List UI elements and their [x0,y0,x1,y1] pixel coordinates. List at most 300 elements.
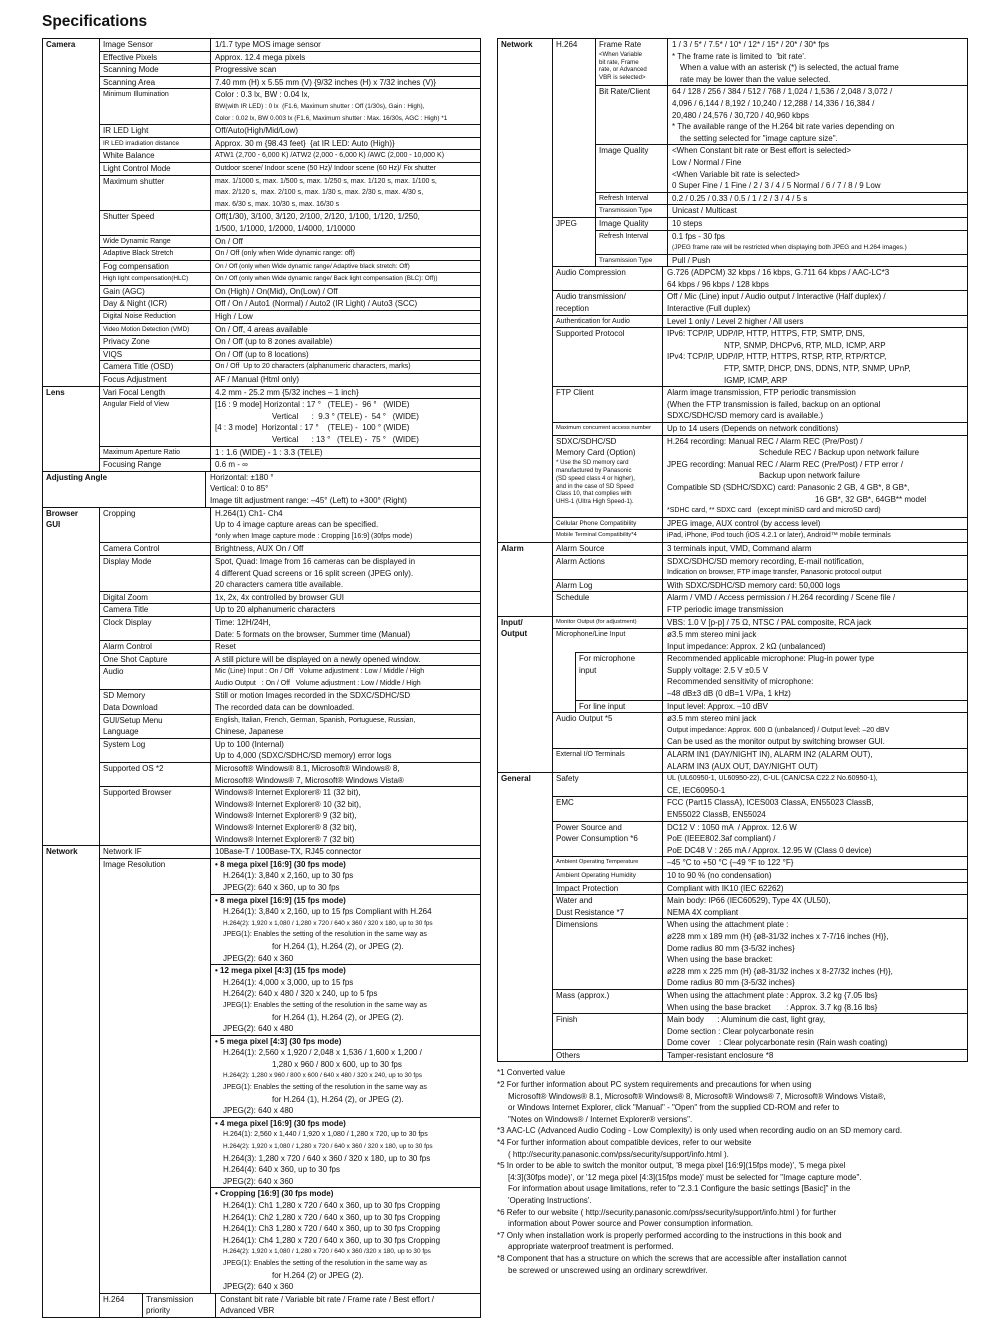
value-line: On / Off (only when Wide dynamic range/ Back light compensation (BLC): Off)) [215,275,438,283]
value-line: for H.264 (2) or JPEG (2). [272,1270,364,1280]
value-line: DC12 V : 1050 mA / Approx. 12.6 W [667,822,797,832]
value-line: Off/Auto(High/Mid/Low) [215,126,298,136]
value-line: 1 : 1.6 (WIDE) - 1 : 3.3 (TELE) [215,447,323,457]
spec-row [553,266,967,290]
value-line: • 12 mega pixel [4:3] (15 fps mode) [211,964,480,977]
row-label-cell [553,592,663,615]
value-line: FCC (Part15 ClassA), ICES003 ClassA, EN55023 ClassB, [667,798,874,808]
value-line: PoE DC48 V : 265 mA / Approx. 12.95 W (Class 0 device) [667,845,872,855]
row-label: Transmission [146,1294,194,1304]
row-label: Privacy Zone [103,337,150,347]
row-label: Frame Rate [599,40,642,49]
spec-row [596,192,967,205]
row-label-cell [596,218,668,230]
spec-row [553,422,967,435]
row-label: External I/O Terminals [556,751,625,759]
value-line: JPEG(2): 640 x 360 [223,953,294,963]
value-line: Vertical: 0 to 85° [210,484,269,494]
value-line: Off / On / Auto1 (Normal) / Auto2 (IR Light) / Auto3 (SCC) [215,299,418,309]
row-value [211,556,480,591]
value-line: 0.6 m - ∞ [215,460,248,470]
value-line: Windows® Internet Explorer® 7 (32 bit) [215,834,355,844]
group-rows [596,218,967,266]
row-label: Camera Control [103,544,160,554]
row-value [211,311,480,323]
row-value [211,604,480,616]
row-value [211,387,480,399]
row-value [211,163,480,175]
value-line: 1x, 2x, 4x controlled by browser GUI [215,592,344,602]
footnote-line: For information about usage limitations, refer to "2.3.1 Configure the basic settings [Basic]" in the [508,1184,851,1194]
row-label-cell [553,857,663,869]
row-label: Safety [556,774,579,784]
row-value [663,713,967,748]
footnote-line: 'Operating Instructions'. [508,1196,592,1205]
row-label: Image Sensor [103,40,153,49]
row-note: manufactured by Panasonic [556,466,632,474]
value-line: • 8 mega pixel [16:9] (15 fps mode) [211,894,480,907]
spec-row [553,1013,967,1049]
spec-row [100,175,480,211]
value-line: Windows® Internet Explorer® 10 (32 bit), [215,799,362,809]
row-label: Ambient Operating Temperature [556,859,639,866]
row-label-cell [100,39,211,51]
row-value [211,846,480,858]
row-label: Audio Output *5 [556,714,613,724]
value-line: *only when Image capture mode : Cropping [16:9] (30fps mode) [215,532,413,540]
value-line: H.264(1) Ch1- Ch4 [215,508,283,518]
row-label-cell [100,447,211,459]
value-line: IPv6: TCP/IP, UDP/IP, HTTP, HTTPS, FTP, SMTP, DNS, [667,329,865,339]
row-label-cell [100,787,211,845]
footnote-line: Microsoft® Windows® 8.1, Microsoft® Windows® 8, Microsoft® Windows® 7, Microsoft® Windows Vista®, [508,1091,886,1101]
row-label-cell [100,77,211,89]
value-line: Microsoft® Windows® 8.1, Microsoft® Windows® 8, [215,764,400,774]
row-label: Scanning Area [103,77,156,87]
row-value [211,336,480,348]
row-label-cell [596,205,668,217]
value-line: Windows® Internet Explorer® 8 (32 bit), [215,823,357,832]
section-label-line: GUI [46,520,61,530]
row-label-cell [100,176,211,211]
value-line: 7.40 mm (H) x 5.55 mm (V) {9/32 inches (H) x 7/32 inches (V)} [215,77,436,87]
spec-row [100,124,480,137]
row-label-cell [553,713,663,748]
value-line: Recommended applicable microphone: Plug-in power type [667,654,875,664]
value-line: Input impedance: Approx. 2 kΩ (unbalanced) [667,641,826,651]
footnote-line: information about Power source and Power consumption information. [508,1219,754,1229]
row-note: Class 10, that complies with [556,490,632,498]
row-label: Cellular Phone Compatibility [556,519,637,527]
value-line: H.264(2): 640 x 480 / 320 x 240, up to 5 fps [223,989,378,999]
value-line: Dome radius 80 mm {3-5/32 inches} [667,978,795,988]
spec-row [100,1293,480,1317]
row-value [668,255,967,267]
row-label-cell [100,690,211,713]
value-line: • 5 mega pixel [4:3] (30 fps mode) [211,1035,480,1048]
row-label: H.264 [103,1294,125,1304]
row-sublabel-left [100,1294,143,1317]
value-line: max. 1/1000 s, max. 1/500 s, max. 1/250 s, max. 1/120 s, max. 1/100 s, [215,177,437,185]
section-label-line: Adjusting Angle [46,472,108,482]
row-label: Maximum concurrent access number [556,425,652,431]
group-label [553,218,596,266]
row-label-cell [100,311,211,323]
row-label-cell [100,543,211,555]
value-line: Compliant with IK10 (IEC 62262) [667,883,784,893]
value-line: * The available range of the H.264 bit rate varies depending on [672,122,895,132]
value-line: FTP periodic image transmission [667,604,784,614]
section-rows [100,39,480,386]
value-line: max. 2/120 s, max. 2/100 s, max. 1/30 s, max. 2/30 s, max. 4/30 s, [215,189,424,197]
value-line: On (High) / On(Mid), On(Low) / Off [215,286,338,296]
row-value [211,690,480,713]
value-line: 0.2 / 0.25 / 0.33 / 0.5 / 1 / 2 / 3 / 4 / 5 s [672,193,808,203]
value-line: 1 / 3 / 5* / 7.5* / 10* / 12* / 15* / 20* / 30* fps [672,40,829,49]
footnote-line: *7 Only when installation work is properly performed according to the instructions in this book and [497,1230,842,1240]
value-line: ø3.5 mm stereo mini jack [667,714,757,724]
row-label: Image Quality [599,218,649,228]
value-line: Backup upon network failure [759,471,860,481]
value-line: Progressive scan [215,65,277,75]
row-label-cell [100,654,211,666]
row-value [663,883,967,895]
value-line: 4,096 / 6,144 / 8,192 / 10,240 / 12,288 / 14,336 / 16,384 / [672,98,875,108]
row-label: Camera Title [103,605,149,615]
spec-row [553,327,967,386]
value-line: H.264(3): 1,280 x 720 / 640 x 360 / 320 x 180, up to 30 fps [223,1153,431,1163]
row-value [663,1014,967,1049]
right-column [497,38,977,1276]
row-label: Supported OS *2 [103,764,164,774]
indent-spacer [553,652,575,699]
row-value [211,617,480,640]
row-value [211,787,480,845]
spec-row [553,856,967,869]
row-value [663,919,967,989]
value-line: SDXC/SDHC/SD memory card is available.) [667,411,824,421]
row-note: * Use the SD memory card [556,458,629,466]
value-line: Supply voltage: 2.5 V ±0.5 V [667,665,768,675]
spec-row [100,137,480,150]
section-label [498,773,553,1061]
row-value [663,749,967,772]
row-label-cell [553,267,663,290]
value-line: 10Base-T / 100Base-TX, RJ45 connector [215,847,362,857]
value-line: JPEG(2): 640 x 480 [223,1106,294,1116]
row-label: Supported Protocol [556,329,625,339]
value-line: Approx. 12.4 mega pixels [215,52,306,62]
spec-table-right [497,38,968,1062]
value-line: 64 / 128 / 256 / 384 / 512 / 768 / 1,024 / 1,536 / 2,048 / 3,072 / [672,87,893,97]
spec-row [100,738,480,762]
row-label-cell [553,518,663,530]
spec-row [100,247,480,260]
row-value [206,472,480,507]
row-label: Wide Dynamic Range [103,237,171,245]
value-line: When using the attachment plate : Approx. 3.2 kg {7.05 lbs} [667,990,878,1000]
row-value [211,138,480,150]
row-label-cell [596,255,668,267]
spec-row [100,387,480,399]
row-label-cell [596,39,668,85]
row-label: Adaptive Black Stretch [103,250,174,258]
section-camera [43,39,480,386]
value-line: 1/1.7 type MOS image sensor [215,40,321,49]
value-line: Tamper-resistant enclosure *8 [667,1050,774,1060]
row-value [663,423,967,435]
row-label-cell [100,508,211,543]
row-label-cell [553,919,663,989]
footnote-line: *5 In order to be able to switch the monitor output, '8 mega pixel [16:9](15fps mode)', '5 mega pixel [497,1161,846,1171]
value-line: 1/500, 1/1000, 1/2000, 1/4000, 1/10000 [215,223,356,233]
value-line: Low / Normal / Fine [672,157,742,167]
value-line: <When Variable bit rate is selected> [672,169,800,179]
spec-row [100,786,480,845]
section-input-output [498,616,967,773]
row-value [663,1050,967,1062]
spec-row [100,310,480,323]
value-line: 16 GB*, 32 GB*, 64GB** model [815,494,927,504]
row-label: Others [556,1050,581,1060]
row-label: Language [103,727,139,737]
spec-row [100,616,480,640]
value-line: Color : 0.3 lx, BW : 0.04 lx, [215,90,310,100]
row-label: Digital Zoom [103,592,148,602]
row-value [663,328,967,386]
value-line: When using the base bracket: [667,955,773,965]
value-line: JPEG(2): 640 x 480 [223,1024,294,1034]
row-label: System Log [103,739,146,749]
spec-row [100,555,480,591]
value-line: Up to 20 alphanumeric characters [215,605,336,615]
row-label-cell [100,64,211,76]
spec-row [553,773,967,796]
value-line: Color : 0.02 lx, BW 0.003 lx (F1.6, Maximum shutter : Max. 16/30s, AGC : High) *1 [215,114,448,122]
row-label: Microphone/Line Input [556,631,626,639]
value-line: Reset [215,642,236,652]
spec-row [206,472,480,507]
spec-row [553,435,967,517]
spec-row [100,51,480,64]
value-line: H.264(1): 2,560 x 1,440 / 1,920 x 1,080 / 1,280 x 720, up to 30 fps [223,1131,428,1139]
value-line: ø228 mm x 225 mm (H) {ø8-31/32 inches x 8-27/32 inches (H)}, [667,966,893,976]
value-line: 20,480 / 24,576 / 30,720 / 40,960 kbps [672,110,809,120]
value-line: Still or motion Images recorded in the SDXC/SDHC/SD [215,691,411,701]
row-label: IR LED irradiation distance [103,139,180,147]
row-label-cell [100,459,211,471]
section-label [43,472,206,507]
row-label: High light compensation(HLC) [103,275,189,283]
value-line: 64 kbps / 96 kbps / 128 kbps [667,279,769,289]
row-label: Shutter Speed [103,212,155,222]
row-value [663,267,967,290]
row-label-cell [553,749,663,772]
value-line: the setting selected for "image capture size". [680,133,838,143]
row-label: Mobile Terminal Compatibility*4 [556,532,637,539]
row-label: Angular Field of View [103,401,170,409]
section-label [498,543,553,616]
section-label [498,39,553,542]
value-line: EN55022 ClassB, EN55024 [667,810,766,819]
row-value [663,291,967,314]
value-line: FTP, SMTP, DHCP, DNS, DDNS, NTP, SNMP, UPnP, [724,364,911,374]
spec-row [553,989,967,1013]
row-label-cell [100,666,211,689]
spec-row [100,591,480,604]
spec-row [100,858,480,1293]
spec-row [100,297,480,310]
spec-row [100,88,480,124]
value-line: Mic (Line) Input : On / Off Volume adjustment : Low / Middle / High [215,668,425,676]
row-label: One Shot Capture [103,654,168,664]
value-line: Chinese, Japanese [215,727,284,737]
row-label-cell [553,883,663,895]
row-value [668,145,967,191]
section-label-line: Network [501,40,533,49]
indent-wrap [575,700,967,713]
spec-row [100,149,480,162]
spec-row [100,39,480,51]
spec-row [100,762,480,786]
row-label-cell [596,86,668,144]
value-line: H.264(2): 1,280 x 960 / 800 x 600 / 640 x 480 / 320 x 240, up to 30 fps [223,1072,422,1080]
indent-wrap [575,652,967,699]
row-label: Light Control Mode [103,163,171,173]
value-line: On / Off (only when Wide dynamic range: off) [215,250,355,258]
row-value [211,641,480,653]
row-label-cell [553,629,663,652]
value-line: –48 dB±3 dB (0 dB=1 V/Pa, 1 kHz) [667,689,791,699]
row-value [211,211,480,234]
row-label: Water and [556,896,593,906]
value-line: Spot, Quad: Image from 16 cameras can be displayed in [215,556,416,566]
value-line: JPEG(1): Enables the setting of the resolution in the same way as [223,1259,427,1267]
value-line: Vertical : 13 ° (TELE) - 75 ° (WIDE) [272,435,419,444]
section-label [498,617,553,773]
spec-row [553,386,967,422]
row-note: and in the case of SD Speed [556,482,634,490]
row-label: Audio transmission/ [556,292,626,302]
row-label-cell [596,231,668,254]
spec-row [596,204,967,217]
value-line: 4 different Quad screens or 16 split screen (JPEG only). [215,568,414,578]
section-rows [553,39,967,542]
row-label-cell [100,739,211,762]
value-line: H.264 recording: Manual REC / Alarm REC (Pre/Post) / [667,436,863,446]
value-line: PoE (IEEE802.3af compliant) / [667,834,776,844]
spec-row [553,555,967,579]
row-value [668,39,967,85]
row-value [211,89,480,124]
spec-row [553,315,967,328]
footnote-line: *8 Component that has a structure on which the screws that are accessible after installation cannot [497,1253,847,1263]
row-label: Power Source and [556,822,622,832]
footnote-line: appropriate waterproof treatment is performed. [508,1242,674,1252]
row-label: Mass (approx.) [556,990,610,1000]
spec-row [100,360,480,373]
value-line: Audio Output : On / Off Volume adjustment : Low / Middle / High [215,679,421,687]
value-line: H.264(1): 3,840 x 2,160, up to 15 fps Compliant with H.264 [223,907,432,917]
spec-row [100,63,480,76]
value-line: Recommended sensitivity of microphone: [667,677,814,687]
row-label-cell [553,436,663,517]
row-label-cell [100,261,211,273]
value-line: JPEG image, AUX control (by access level) [667,518,821,528]
row-label-cell [100,236,211,248]
value-line: IGMP, ICMP, ARP [724,375,788,385]
row-label: EMC [556,798,574,808]
row-label-cell [100,138,211,150]
row-value [211,374,480,386]
value-line: On / Off, 4 areas available [215,324,308,334]
row-label-cell [553,387,663,422]
row-label: priority [146,1306,171,1316]
row-label-cell [553,870,663,882]
row-label-cell [100,163,211,175]
row-label-cell [553,990,663,1013]
row-label-cell [100,846,211,858]
value-line: Windows® Internet Explorer® 9 (32 bit), [215,811,357,821]
row-value [663,580,967,592]
value-line: On / Off Up to 20 characters (alphanumeric characters, marks) [215,363,411,371]
row-value [211,39,480,51]
value-line: Up to 4 image capture areas can be specified. [215,520,379,530]
spec-row [553,882,967,895]
value-line: H.264(1): 4,000 x 3,000, up to 15 fps [223,977,354,987]
value-line: 3 terminals input, VMD, Command alarm [667,543,812,553]
value-line: Schedule REC / Backup upon network failure [759,448,920,458]
row-value [211,543,480,555]
value-line: JPEG recording: Manual REC / Alarm REC (Pre/Post) / FTP error / [667,459,903,469]
footnote-line: *4 For further information about compatible devices, refer to our website [497,1138,752,1148]
row-label: SD Memory [103,691,146,701]
row-label-cell [100,604,211,616]
row-label-cell [596,145,668,191]
value-line: NEMA 4X compliant [667,907,739,917]
spec-row [100,714,480,738]
row-value [663,592,967,615]
row-value [663,387,967,422]
value-line: • 4 mega pixel [16:9] (30 fps mode) [211,1117,480,1130]
spec-row [596,254,967,267]
value-line: H.264(1): 3,840 x 2,160, up to 30 fps [223,871,354,881]
row-value [663,556,967,579]
spec-row [553,821,967,857]
row-label-cell [100,641,211,653]
row-label-cell [553,543,663,555]
value-line: H.264(1): 2,560 x 1,920 / 2,048 x 1,536 / 1,600 x 1,200 / [223,1048,422,1058]
row-value [663,436,967,517]
row-label-cell [100,324,211,336]
row-label: Cropping [103,508,136,518]
spec-row [100,76,480,89]
value-line: JPEG(1): Enables the setting of the resolution in the same way as [223,1001,427,1009]
spec-row [553,529,967,542]
row-label: Effective Pixels [103,52,158,62]
row-label: IR LED Light [103,126,149,136]
value-line: 10 steps [672,218,703,228]
value-line: Vertical : 9.3 ° (TELE) - 54 ° (WIDE) [272,411,419,421]
row-label: Audio [103,667,124,677]
value-line: JPEG(1): Enables the setting of the resolution in the same way as [223,1084,427,1092]
section-label-line: Camera [46,40,76,49]
value-line: On / Off (up to 8 locations) [215,349,309,359]
row-label-cell [100,52,211,64]
row-label-cell [553,328,663,386]
spec-row [100,260,480,273]
value-line: Input level: Approx. –10 dBV [667,701,768,711]
